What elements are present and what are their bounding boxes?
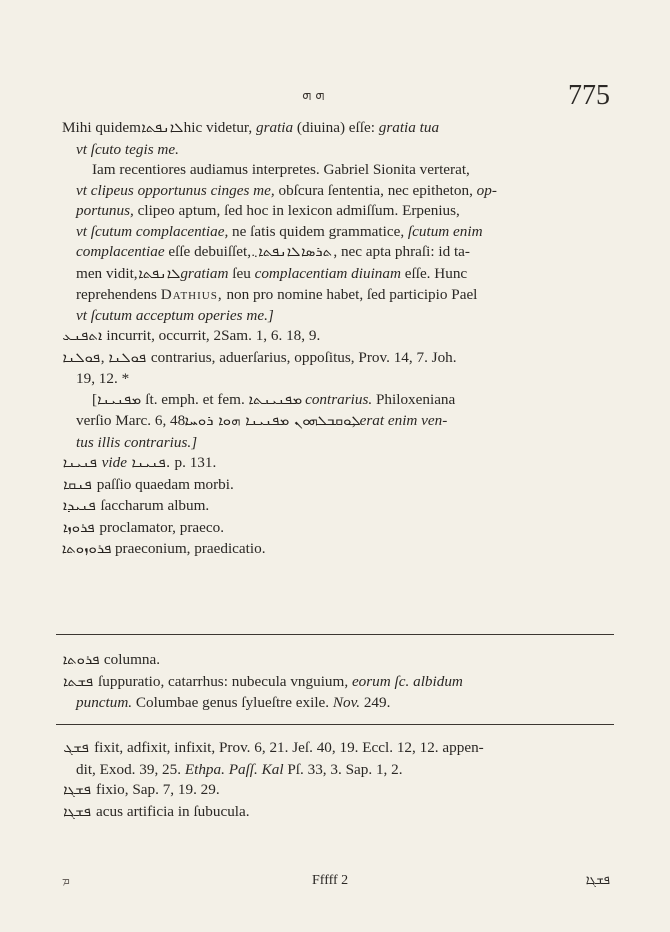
text-line: vt ſcutum acceptum operies me.] [76,306,274,324]
text-line: complacentiae eſſe debuiſſet,ܠܐܢܦܬܐ܆ܬܪܣܐ, nec apta phraſi: id ta- [62,242,612,264]
syriac-word: ܠܐܢܦܬܐ [137,266,181,282]
text-line: punctum. Columbae genus ſylueſtre exile. Nov. 249. [76,694,391,711]
syriac-headword: ܦܢܝܢܐ [62,456,98,471]
syriac-headword: ܦܘܠܢܐ [108,350,147,366]
text-line: Mihi quidemܠܐܢܦܬܐhic videtur, gratia (diuina) eſſe: gratia tua [62,118,612,140]
syriac-word: ܦܢܝܢܐ. [131,456,171,471]
syriac-word: ܠܐܢܦܬܐ [141,121,184,136]
header-ornament: ܗ ܗ [302,87,325,103]
dictionary-entry: ܦܘܠܢܐ, ܦܘܠܢܐ contrarius, aduerſarius, oppoſitus, Prov. 14, 7. Joh. [62,348,612,370]
syriac-headword: ܦܢܩܐ [63,477,92,493]
syriac-word: ܠܐܢܦܬܐ܆ [250,245,301,260]
dictionary-entry: ܦܪܘܙܐ proclamator, praeco. [62,518,612,540]
syriac-headword: ܦܫܓܐ [63,783,92,798]
syriac-headword: ܦܘܠܢܐ [62,350,101,366]
dictionary-entry: ܦܪܘܬܐ columna. [62,650,612,672]
dictionary-entry: ܐܬܦܢܥ incurrit, occurrit, 2Sam. 1, 6. 18, 9. [62,326,612,348]
text-line: reprehendens Dathius, non pro nomine habet, ſed participio Pael [76,286,478,303]
catchword: ܦܫܓܐ [585,873,610,888]
syriac-headword: ܦܫܓ [63,741,89,756]
text-line: men vidit,ܠܐܢܦܬܐgratiam ſeu complacentiam diuinam eſſe. Hunc [62,264,612,286]
text-line: [ܡܦܢܝܢܐ ſt. emph. et fem. ܡܦܢܝܢܬܐ contrarius. Philoxeniana [62,390,612,412]
text-line: portunus, clipeo aptum, ſed hoc in lexicon admiſſum. Erpenius, [76,202,460,219]
text-line: Iam recentiores audiamus interpretes. Gabriel Sionita verterat, [92,161,470,178]
signature-mark: Fffff 2 [312,873,349,888]
syriac-headword: ܐܬܦܢܥ [62,329,103,344]
dictionary-entry: ܦܫܬܐ ſuppuratio, catarrhus: nubecula vnguium, eorum ſc. albidum [62,672,612,694]
dictionary-entry: ܦܫܓ fixit, adfixit, infixit, Prov. 6, 21. Jeſ. 40, 19. Eccl. 12, 12. appen- [62,738,612,760]
text-line: vt ſcuto tegis me. [76,140,179,158]
text-line: tus illis contrarius.] [76,433,198,451]
dictionary-entry: ܦܢܝܢܐ vide ܦܢܝܢܐ. p. 131. [62,453,612,475]
syriac-word: ܬܪܣܐ [301,245,333,260]
syriac-phrase: ܠܘܩܒܠܗܘܢ ܡܦܢܝܢܐ ܗܘܐ ܪܘܚܐ [184,414,361,429]
dictionary-entry: ܦܪܘܙܘܬܐ praeconium, praedicatio. [62,539,612,561]
syriac-headword: ܦܪܘܙܘܬܐ [61,542,112,557]
page-body [62,118,612,561]
syriac-headword: ܦܢܝܕܐ [62,499,96,514]
section-2 [62,650,612,714]
syriac-word: ܡܦܢܝܢܬܐ [248,392,302,408]
syriac-headword: ܦܫܬܐ [63,674,94,690]
text-line: vt ſcutum complacentiae, ne ſatis quidem grammatice, ſcutum enim [76,222,483,240]
dictionary-entry: ܦܫܓܐ acus artificia in ſubucula. [62,802,612,824]
syriac-headword: ܦܪܘܙܐ [62,520,95,536]
footer-mark: ܡ [62,873,70,887]
text-line: 19, 12. * [76,370,130,387]
section-divider [56,724,614,725]
text-line: verſio Marc. 6, 48. ܠܘܩܒܠܗܘܢ ܡܦܢܝܢܐ ܗܘܐ ܪܘܚܐ, erat enim ven- [62,411,612,433]
syriac-headword: ܦܫܓܐ [63,804,92,820]
text-line: vt clipeus opportunus cinges me, obſcura ſententia, nec epitheton, op- [76,181,497,199]
page-number: 775 [568,80,610,111]
dictionary-entry: ܦܫܓܐ fixio, Sap. 7, 19. 29. [62,780,612,802]
syriac-word: ܡܦܢܝܢܐ [97,392,142,408]
dictionary-entry: ܦܢܝܕܐ ſaccharum album. [62,496,612,518]
text-line: dit, Exod. 39, 25. Ethpa. Paſſ. Kal Pſ. 33, 3. Sap. 1, 2. [76,760,403,778]
section-3 [62,738,612,823]
section-divider [56,634,614,635]
syriac-headword: ܦܪܘܬܐ [62,653,100,668]
dictionary-entry: ܦܢܩܐ paſſio quaedam morbi. [62,475,612,497]
